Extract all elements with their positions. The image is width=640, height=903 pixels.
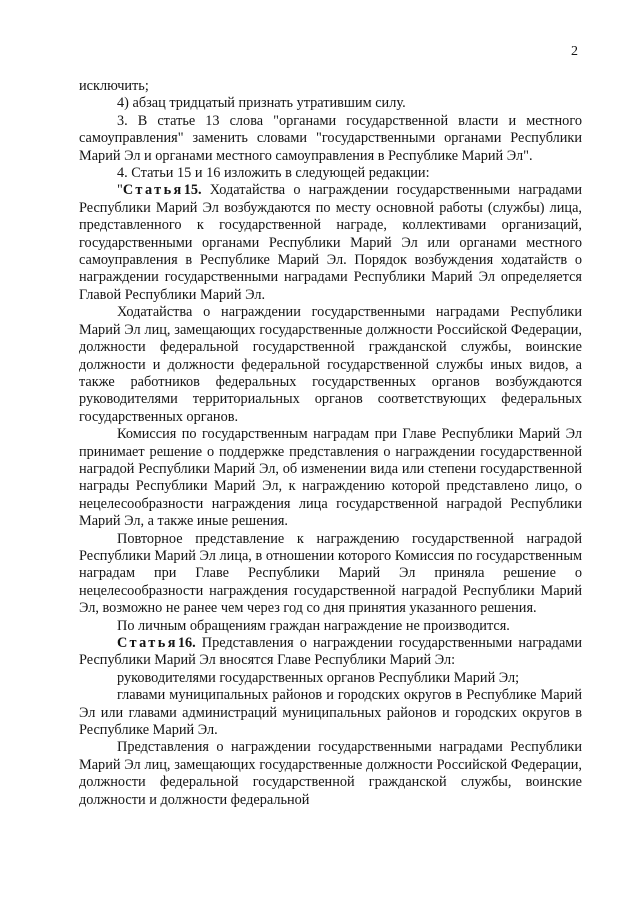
paragraph: По личным обращениям граждан награждение не производится.	[117, 617, 510, 634]
paragraph: 4. Статьи 15 и 16 изложить в следующей редакции:	[117, 165, 430, 182]
paragraph: исключить;	[79, 78, 149, 94]
article-heading-word: Статья	[117, 635, 178, 651]
paragraph: главами муниципальных районов и городских округов в Республике Марий Эл или главами администраций муниципальных районов и городских округов в Республике Марий Эл.	[79, 687, 582, 739]
article-heading-word: Статья	[122, 182, 184, 199]
article-heading-number: 15.	[183, 182, 202, 199]
paragraph: 4) абзац тридцатый признать утратившим силу.	[117, 95, 406, 112]
article-16-paragraph: Статья16. Представления о награждении государственными наградами Республики Марий Эл вносятся Главе Республики Марий Эл:	[79, 635, 582, 669]
paragraph: 3. В статье 13 слова "органами государственной власти и местного самоуправления" заменить словами "государственными органами Республики Марий Эл и органами местного самоуправления в Республике Марий Эл".	[79, 112, 582, 164]
paragraph: Ходатайства о награждении государственными наградами Республики Марий Эл лиц, замещающих государственные должности Российской Федерации, должности федеральной государственной гражданской службы, воинские должности и должности федеральной государственной службы иных видов, а также работников федеральных государственных органов возбуждаются руководителями территориальных органов соответствующих федеральных государственных органов.	[79, 304, 582, 425]
document-body	[79, 78, 582, 809]
article-15-paragraph: "Статья15. Ходатайства о награждении государственными наградами Республики Марий Эл возбуждаются по месту основной работы (службы) лица, представленного к государственной награде, коллективами организаций, государственными органами Республики Марий Эл или органами местного самоуправления в Республике Марий Эл. Порядок возбуждения ходатайств о награждении государственными наградами Республики Марий Эл определяется Главой Республики Марий Эл.	[79, 182, 582, 303]
paragraph: Представления о награждении государственными наградами Республики Марий Эл лиц, замещающих государственные должности Российской Федерации, должности федеральной государственной гражданской службы, воинские должности и должности федеральной	[79, 739, 582, 808]
article-heading-number: 16.	[177, 635, 196, 651]
paragraph: руководителями государственных органов Республики Марий Эл;	[117, 669, 520, 686]
opening-quote: "	[117, 182, 123, 199]
paragraph: Комиссия по государственным наградам при Главе Республики Марий Эл принимает решение о поддержке представления о награждении государственной наградой Республики Марий Эл, об изменении вида или степени государственной награды Республики Марий Эл, к награждению которой представлено лицо, о нецелесообразности награждения лица государственной наградой Республики Марий Эл, а также иные решения.	[79, 426, 582, 530]
page-number: 2	[571, 44, 578, 59]
paragraph: Повторное представление к награждению государственной наградой Республики Марий Эл лица, в отношении которого Комиссия по государственным наградам при Главе Республики Марий Эл приняла решение о нецелесообразности награждения государственной наградой Республики Марий Эл, возможно не ранее чем через год со дня принятия указанного решения.	[79, 530, 582, 617]
